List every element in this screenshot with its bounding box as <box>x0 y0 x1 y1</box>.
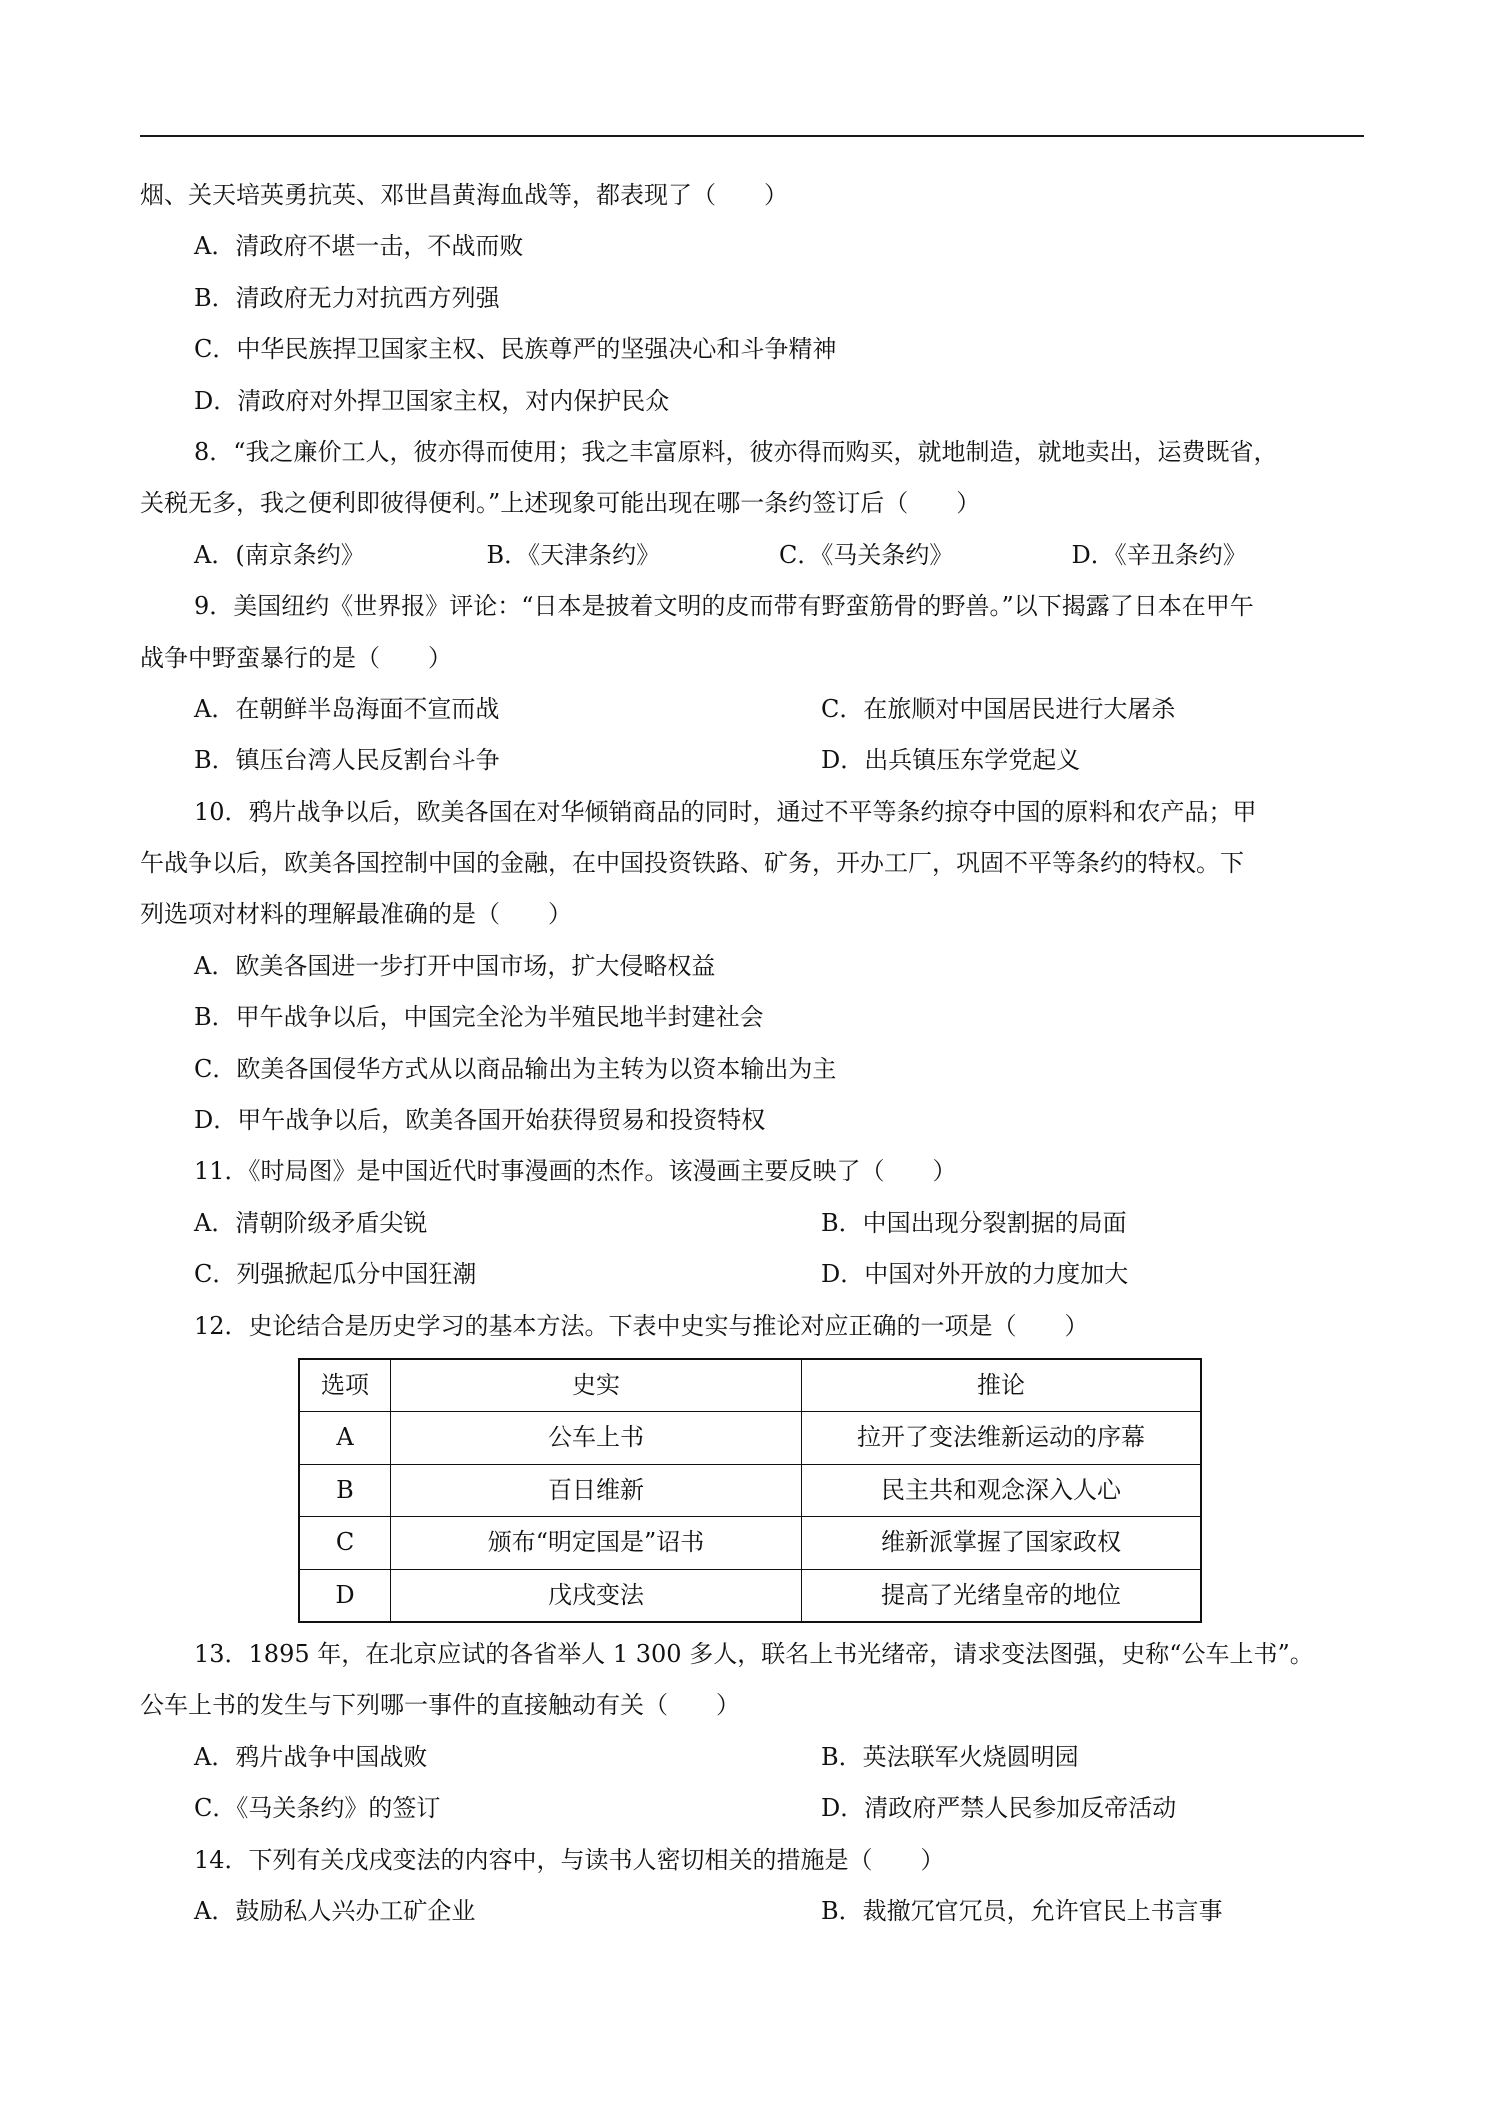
table-cell-inference: 民主共和观念深入人心 <box>802 1464 1202 1516</box>
q8-option-b: B．《天津条约》 <box>486 540 661 569</box>
q8-stem-line2: 关税无多，我之便利即彼得便利。”上述现象可能出现在哪一条约签订后（ ） <box>140 489 981 518</box>
q13-stem-line1: 13．1895 年，在北京应试的各省举人 1 300 多人，联名上书光绪帝，请求变法图强，史称“公车上书”。 <box>194 1640 1314 1669</box>
table-cell-option: A <box>299 1412 391 1464</box>
table-row <box>299 1517 1201 1569</box>
table-header-option: 选项 <box>299 1359 391 1412</box>
q13-option-d: D．清政府严禁人民参加反帝活动 <box>821 1794 1177 1823</box>
table-cell-inference: 维新派掌握了国家政权 <box>802 1517 1202 1569</box>
table-header-row <box>299 1359 1201 1412</box>
q12-table-wrap <box>140 1352 1364 1629</box>
q7-option-c: C．中华民族捍卫国家主权、民族尊严的坚强决心和斗争精神 <box>194 335 837 364</box>
q13-options-row2 <box>140 1783 1364 1834</box>
q7-option-a: A．清政府不堪一击，不战而败 <box>194 232 524 261</box>
q10-stem-line2: 午战争以后，欧美各国控制中国的金融，在中国投资铁路、矿务，开办工厂，巩固不平等条约的特权。下 <box>140 849 1244 878</box>
q11-options-row2 <box>140 1249 1364 1300</box>
q13-option-b: B．英法联军火烧圆明园 <box>821 1742 1079 1771</box>
table-cell-fact: 百日维新 <box>391 1464 802 1516</box>
table-header-inference: 推论 <box>802 1359 1202 1412</box>
q9-options-row2 <box>140 735 1364 786</box>
q12-stem: 12．史论结合是历史学习的基本方法。下表中史实与推论对应正确的一项是（ ） <box>194 1311 1089 1340</box>
q13-option-c: C．《马关条约》的签订 <box>194 1794 441 1823</box>
question-content <box>140 170 1364 1937</box>
q10-stem-line1: 10．鸦片战争以后，欧美各国在对华倾销商品的同时，通过不平等条约掠夺中国的原料和农产品；甲 <box>194 797 1257 826</box>
q10-option-b: B．甲午战争以后，中国完全沦为半殖民地半封建社会 <box>194 1003 764 1032</box>
q7-option-d: D．清政府对外捍卫国家主权，对内保护民众 <box>194 386 670 415</box>
header-rule <box>140 135 1364 137</box>
table-cell-fact: 颁布“明定国是”诏书 <box>391 1517 802 1569</box>
q12-facts-table <box>298 1358 1202 1623</box>
q9-option-a: A．在朝鲜半岛海面不宣而战 <box>194 694 500 723</box>
q14-option-a: A．鼓励私人兴办工矿企业 <box>194 1896 476 1925</box>
q9-options-row1 <box>140 684 1364 735</box>
table-header-fact: 史实 <box>391 1359 802 1412</box>
table-cell-option: C <box>299 1517 391 1569</box>
table-cell-option: D <box>299 1569 391 1622</box>
q9-option-b: B．镇压台湾人民反割台斗争 <box>194 746 500 775</box>
q11-stem: 11．《时局图》是中国近代时事漫画的杰作。该漫画主要反映了（ ） <box>194 1157 957 1186</box>
q11-options-row1 <box>140 1198 1364 1249</box>
q9-stem-line1: 9．美国纽约《世界报》评论：“日本是披着文明的皮而带有野蛮筋骨的野兽。”以下揭露了日本在甲午 <box>194 592 1254 621</box>
q11-option-b: B．中国出现分裂割据的局面 <box>821 1208 1127 1237</box>
q10-option-d: D．甲午战争以后，欧美各国开始获得贸易和投资特权 <box>194 1106 766 1135</box>
q7-option-b: B．清政府无力对抗西方列强 <box>194 283 500 312</box>
table-row <box>299 1412 1201 1464</box>
q8-stem-line1: 8．“我之廉价工人，彼亦得而使用；我之丰富原料，彼亦得而购买，就地制造，就地卖出，运费既省， <box>194 437 1278 466</box>
q11-option-a: A．清朝阶级矛盾尖锐 <box>194 1208 428 1237</box>
q13-option-a: A．鸦片战争中国战败 <box>194 1742 428 1771</box>
q10-option-a: A．欧美各国进一步打开中国市场，扩大侵略权益 <box>194 951 716 980</box>
q10-option-c: C．欧美各国侵华方式从以商品输出为主转为以资本输出为主 <box>194 1054 837 1083</box>
table-row <box>299 1569 1201 1622</box>
q14-option-b: B．裁撤冗官冗员，允许官民上书言事 <box>821 1896 1223 1925</box>
q13-stem-line2: 公车上书的发生与下列哪一事件的直接触动有关（ ） <box>140 1691 740 1720</box>
q14-options-row1 <box>140 1886 1364 1937</box>
q9-option-d: D．出兵镇压东学党起义 <box>821 746 1081 775</box>
q11-option-d: D．中国对外开放的力度加大 <box>821 1260 1129 1289</box>
q8-options <box>140 530 1364 581</box>
table-row <box>299 1464 1201 1516</box>
q8-option-c: C．《马关条约》 <box>779 540 954 569</box>
q10-stem-line3: 列选项对材料的理解最准确的是（ ） <box>140 900 572 929</box>
q9-option-c: C．在旅顺对中国居民进行大屠杀 <box>821 694 1176 723</box>
table-cell-option: B <box>299 1464 391 1516</box>
table-cell-fact: 戊戌变法 <box>391 1569 802 1622</box>
q9-stem-line2: 战争中野蛮暴行的是（ ） <box>140 643 452 672</box>
table-cell-inference: 拉开了变法维新运动的序幕 <box>802 1412 1202 1464</box>
table-cell-inference: 提高了光绪皇帝的地位 <box>802 1569 1202 1622</box>
q8-option-d: D．《辛丑条约》 <box>1071 540 1247 569</box>
table-cell-fact: 公车上书 <box>391 1412 802 1464</box>
q7-stem-tail: 烟、关天培英勇抗英、邓世昌黄海血战等，都表现了（ ） <box>140 181 788 209</box>
q13-options-row1 <box>140 1732 1364 1783</box>
q14-stem: 14．下列有关戊戌变法的内容中，与读书人密切相关的措施是（ ） <box>194 1845 945 1874</box>
q11-option-c: C．列强掀起瓜分中国狂潮 <box>194 1260 477 1289</box>
q8-option-a: A．(南京条约》 <box>194 540 365 569</box>
